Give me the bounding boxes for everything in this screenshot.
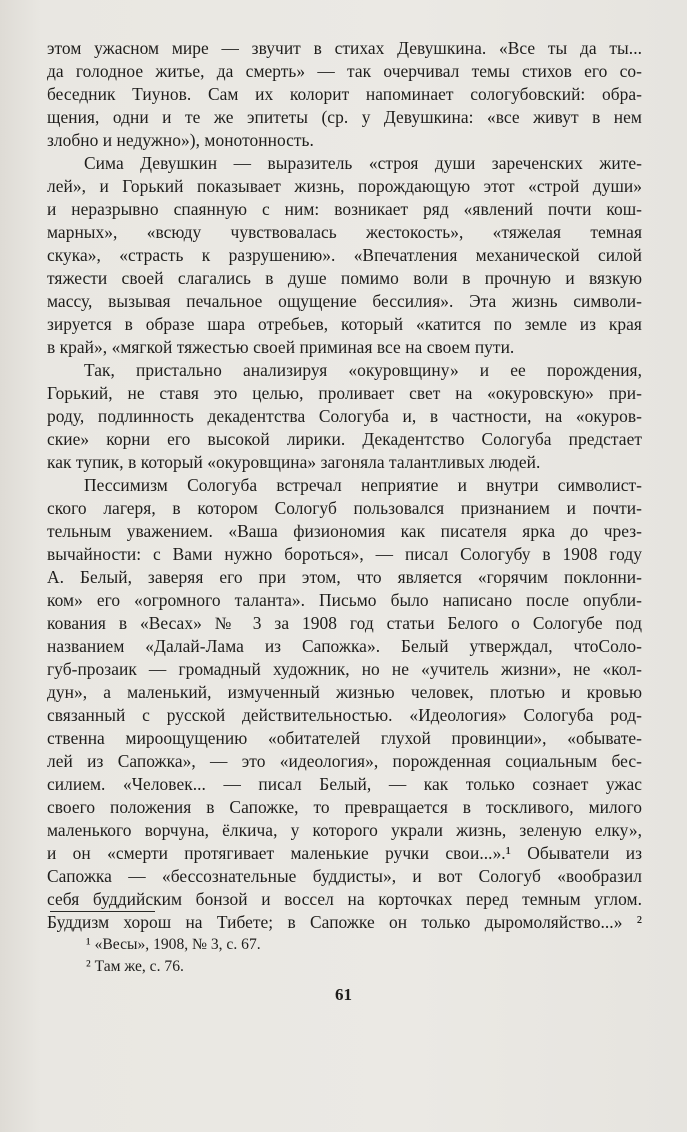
text-line: тяжести своей слагались в душе помимо воли в прочную и вязкую	[47, 268, 642, 288]
text-line: скука», «страсть к разрушению». «Впечатления механической силой	[47, 245, 642, 265]
text-line: своего положения в Сапожке, то превращается в тоскливого, милого	[47, 797, 642, 817]
text-line: зируется в образе шара отребьев, который «катится по земле из края	[47, 314, 642, 334]
text-line: силием. «Человек... — писал Белый, — как только сознает ужас	[47, 774, 642, 794]
text-line: тельным уважением. «Ваша физиономия как писателя ярка до чрез-	[47, 521, 642, 541]
text-line: злобно и недужно»), монотонность.	[47, 130, 314, 150]
text-line: щения, одни и те же эпитеты (ср. у Девушкина: «все живут в нем	[47, 107, 642, 127]
text-line: и он «смерти протягивает маленькие ручки свои...».¹ Обыватели из	[47, 843, 642, 863]
text-line: ственна мироощущению «обитателей глухой провинции», «обывате-	[47, 728, 642, 748]
text-line: марных», «всюду чувствовалась жестокость», «тяжелая темная	[47, 222, 642, 242]
text-line: дун», а маленький, измученный жизнью человек, плотью и кровью	[47, 682, 642, 702]
text-line: лей», и Горький показывает жизнь, порождающую этот «строй души»	[47, 176, 642, 196]
text-line: кования в «Весах» № 3 за 1908 год статьи Белого о Сологубе под	[47, 613, 642, 633]
footnote-2: ² Там же, с. 76.	[86, 958, 184, 975]
text-line: лей из Сапожка», — это «идеология», порожденная социальным бес-	[47, 751, 642, 771]
text-line: Пессимизм Сологуба встречал неприятие и внутри символист-	[84, 475, 642, 495]
text-line: названием «Далай-Лама из Сапожка». Белый утверждал, чтоСоло-	[47, 636, 642, 656]
text-line: Горький, не ставя это целью, проливает свет на «окуровскую» при-	[47, 383, 642, 403]
body-text	[47, 37, 642, 934]
footnote-divider	[50, 911, 155, 912]
text-line: и неразрывно спаянную с ним: возникает ряд «явлений почти кош-	[47, 199, 642, 219]
text-line: ские» корни его высокой лирики. Декадентство Сологуба предстает	[47, 429, 642, 449]
text-line: Сапожка — «бессознательные буддисты», и вот Сологуб «вообразил	[47, 866, 642, 886]
text-line: этом ужасном мире — звучит в стихах Девушкина. «Все ты да ты...	[47, 38, 642, 58]
text-line: себя буддийским бонзой и воссел на корточках перед темным углом.	[47, 889, 642, 909]
text-line: маленького ворчуна, ёлкича, у которого украли жизнь, зеленую елку»,	[47, 820, 642, 840]
text-line: да голодное житье, да смерть» — так очерчивал темы стихов его со-	[47, 61, 642, 81]
text-line: губ-прозаик — громадный художник, но не «учитель жизни», не «кол-	[47, 659, 642, 679]
text-line: в край», «мягкой тяжестью своей приминая все на своем пути.	[47, 337, 515, 357]
page-number: 61	[335, 985, 352, 1004]
text-line: вычайности: с Вами нужно бороться», — писал Сологубу в 1908 году	[47, 544, 642, 564]
text-line: Сима Девушкин — выразитель «строя души зареченских жите-	[84, 153, 642, 173]
text-line: Так, пристально анализируя «окуровщину» и ее порождения,	[84, 360, 642, 380]
text-line: как тупик, в который «окуровщина» загоняла талантливых людей.	[47, 452, 541, 472]
text-line: Буддизм хорош на Тибете; в Сапожке он только дыромоляйство...» ²	[47, 912, 642, 932]
text-line: массу, вызывая печальное ощущение бессилия». Эта жизнь символи-	[47, 291, 642, 311]
text-line: роду, подлинность декадентства Сологуба и, в частности, на «окуров-	[47, 406, 642, 426]
footnote-1: ¹ «Весы», 1908, № 3, с. 67.	[86, 936, 261, 953]
text-line: А. Белый, заверяя его при этом, что является «горячим поклонни-	[47, 567, 642, 587]
text-line: ского лагеря, в котором Сологуб пользовался признанием и почти-	[47, 498, 642, 518]
footnotes	[86, 934, 486, 978]
text-line: связанный с русской действительностью. «Идеология» Сологуба род-	[47, 705, 642, 725]
text-line: беседник Тиунов. Сам их колорит напоминает сологубовский: обра-	[47, 84, 642, 104]
text-line: ком» его «огромного таланта». Письмо было написано после опубли-	[47, 590, 642, 610]
